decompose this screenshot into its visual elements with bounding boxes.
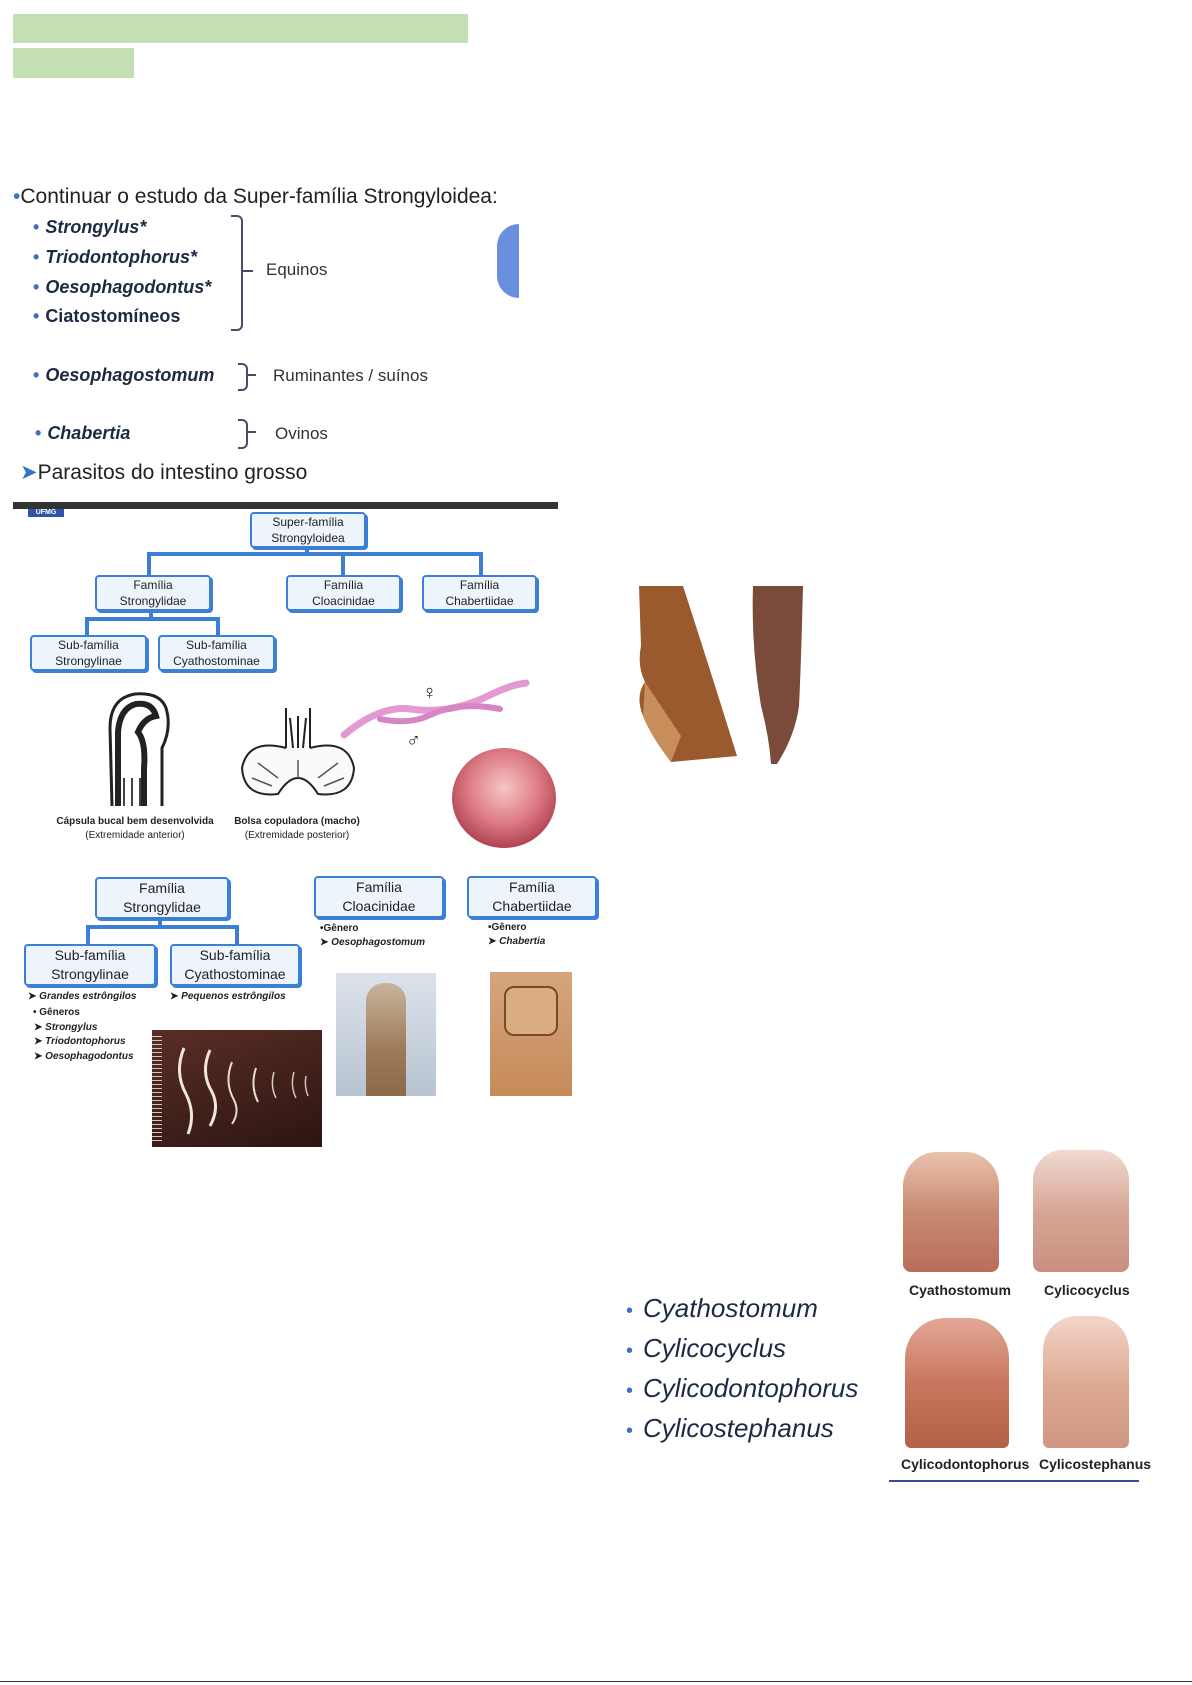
caption-capsula-bucal: Cápsula bucal bem desenvolvida (Extremidade anterior)	[56, 816, 214, 841]
chabertia-photo	[490, 972, 572, 1096]
highlight-bar-2	[13, 48, 134, 78]
worms-photo	[152, 1030, 322, 1147]
specimen-capsule	[504, 986, 558, 1036]
box3-familia-cloacinidae: Família Cloacinidae	[314, 876, 444, 918]
slide-divider-bar	[13, 502, 558, 509]
box-familia-cloacinidae: Família Cloacinidae	[286, 575, 401, 611]
connector	[341, 552, 345, 576]
capsule-label-cylicocyclus: Cylicocyclus	[1044, 1282, 1130, 1298]
genero-oesophagodontus: ➤ Oesophagodontus	[34, 1051, 134, 1062]
genus-list-cyathostomum: • Cyathostomum	[626, 1293, 818, 1323]
genus-chabertia: • Chabertia	[35, 423, 131, 443]
intestinal-mucosa-photo	[452, 748, 556, 848]
genus-list-cylicocyclus: • Cylicocyclus	[626, 1333, 787, 1363]
brace-equinos-tick	[243, 270, 253, 272]
slide1-title: •Continuar o estudo da Super-família Strongyloidea:	[13, 185, 498, 208]
genus-strongylus: • Strongylus*	[33, 217, 147, 237]
female-symbol: ♀	[422, 682, 437, 704]
box3-familia-strongylidae: Família Strongylidae	[95, 877, 229, 919]
decorative-blue-shape	[497, 224, 519, 298]
capsule-image-cylicostephanus	[1043, 1316, 1129, 1448]
oesophagostomum-photo	[336, 973, 436, 1096]
capsule-image-cyathostomum	[903, 1152, 999, 1272]
brace-oeso	[238, 363, 248, 391]
specimen-tails-photo	[631, 586, 829, 769]
highlight-bar-1	[13, 14, 468, 43]
label-genero-chab: •Gênero	[488, 922, 527, 933]
genus-ciatostomineos: • Ciatostomíneos	[33, 306, 181, 326]
box-super-familia: Super-família Strongyloidea	[250, 512, 366, 548]
connector	[147, 552, 151, 576]
box-sub-cyathostominae: Sub-família Cyathostominae	[158, 635, 275, 671]
label-ovinos: Ovinos	[275, 424, 328, 443]
slide1-bottom-note: ➤Parasitos do intestino grosso	[20, 461, 308, 484]
box3-sub-cyathostominae: Sub-família Cyathostominae	[170, 944, 300, 986]
capsule-label-cylicostephanus: Cylicostephanus	[1039, 1456, 1152, 1472]
box-sub-strongylinae: Sub-família Strongylinae	[30, 635, 147, 671]
genero-triodontophorus: ➤ Triodontophorus	[34, 1036, 126, 1047]
capsule-label-cyathostomum: Cyathostomum	[909, 1282, 1011, 1298]
brace-chabertia-tick	[248, 431, 256, 433]
specimen-head	[366, 983, 406, 1096]
label-generos: • Gêneros	[33, 1007, 80, 1018]
genus-list-cylicodontophorus: • Cylicodontophorus	[626, 1373, 859, 1403]
box-familia-strongylidae: Família Strongylidae	[95, 575, 211, 611]
connector	[85, 617, 220, 621]
capsule-label-cylicodontophorus: Cylicodontophorus	[901, 1456, 1030, 1472]
box3-familia-chabertiidae: Família Chabertiidae	[467, 876, 597, 918]
caption-bolsa-copuladora: Bolsa copuladora (macho) (Extremidade posterior)	[234, 816, 360, 841]
label-equinos: Equinos	[266, 260, 328, 279]
genus-list-cylicostephanus: • Cylicostephanus	[626, 1413, 834, 1443]
genus-oesophagostomum: • Oesophagostomum	[33, 365, 215, 385]
label-grandes-estrongilos: ➤ Grandes estrôngilos	[28, 991, 137, 1002]
connector	[235, 925, 239, 945]
brace-chabertia	[238, 419, 248, 449]
label-genero-cloac: •Gênero	[320, 923, 359, 934]
label-pequenos-estrongilos: ➤ Pequenos estrôngilos	[170, 991, 286, 1002]
genus-oesophagodontus: • Oesophagodontus*	[33, 277, 212, 297]
slide-strongyloidea-overview	[13, 175, 519, 493]
box-familia-chabertiidae: Família Chabertiidae	[422, 575, 537, 611]
specimen-tails-drawing	[631, 586, 829, 769]
cyathostomin-capsules-panel	[889, 1140, 1152, 1482]
brace-equinos	[231, 215, 243, 331]
connector	[147, 552, 483, 556]
connector	[216, 617, 220, 636]
male-symbol: ♂	[406, 730, 421, 752]
connector	[86, 925, 90, 945]
box3-sub-strongylinae: Sub-família Strongylinae	[24, 944, 156, 986]
brace-oeso-tick	[248, 374, 256, 376]
worm-specimens	[170, 1042, 320, 1137]
capsule-image-cylicocyclus	[1033, 1150, 1129, 1272]
page-bottom-rule	[0, 1681, 1192, 1682]
genero-strongylus: ➤ Strongylus	[34, 1022, 98, 1033]
buccal-capsule-illustration	[100, 688, 180, 808]
connector	[479, 552, 483, 576]
label-ruminantes-suinos: Ruminantes / suínos	[273, 366, 428, 385]
genero-chabertia: ➤ Chabertia	[488, 936, 546, 947]
connector	[85, 617, 89, 636]
capsule-image-cylicodontophorus	[905, 1318, 1009, 1448]
genus-triodontophorus: • Triodontophorus*	[33, 247, 197, 267]
ruler-scale	[152, 1036, 162, 1142]
ufmg-logo: UFMG	[28, 509, 64, 517]
genero-oesophagostomum: ➤ Oesophagostomum	[320, 937, 426, 948]
connector	[86, 925, 239, 929]
